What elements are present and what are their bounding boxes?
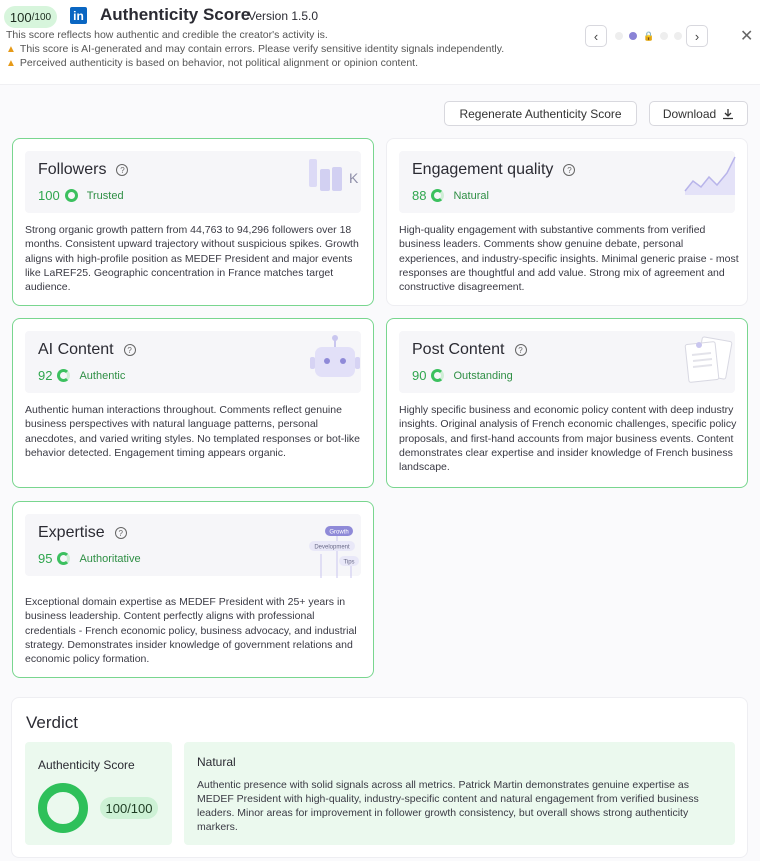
warning-icon: ▲ <box>6 43 16 55</box>
page-title: Authenticity Score <box>100 5 251 24</box>
card-header <box>25 331 361 393</box>
score-donut-icon <box>38 783 88 833</box>
card-title-text: Expertise <box>38 524 105 541</box>
verdict-summary-box <box>184 742 735 845</box>
card-score <box>38 551 141 566</box>
card-title <box>412 341 527 359</box>
download-icon <box>722 108 734 120</box>
verdict-summary-title: Natural <box>197 755 236 769</box>
page-dot-active[interactable] <box>629 32 637 40</box>
score-ring-icon <box>65 189 78 202</box>
page-dot[interactable] <box>674 32 682 40</box>
card-header <box>25 514 361 576</box>
linkedin-icon: in <box>70 7 87 24</box>
tag-growth: Growth <box>329 529 349 536</box>
page-dot[interactable] <box>615 32 623 40</box>
score-ring-icon <box>57 369 70 382</box>
card-title-text: Engagement quality <box>412 161 554 178</box>
card-score <box>412 368 513 383</box>
next-button[interactable] <box>686 25 708 47</box>
regenerate-label: Regenerate Authenticity Score <box>459 106 622 121</box>
score-value: 88 <box>412 188 427 203</box>
download-label: Download <box>662 106 717 121</box>
document-icon <box>683 335 735 385</box>
score-label: Outstanding <box>453 369 513 382</box>
card-title <box>38 161 128 179</box>
card-description: High-quality engagement with substantive comments from verified business leaders. Comments show genuine debate, personal experiences, and industry-specific insights. Minimal generic praise - most responses are thoughtful and add value. Strong mix of agreement and constructive disagreement. <box>399 224 739 294</box>
warning-ai <box>6 43 504 55</box>
lock-icon: 🔒 <box>643 31 655 41</box>
followers-card <box>12 138 374 306</box>
verdict-panel <box>11 697 748 858</box>
warning-text: This score is AI-generated and may contain errors. Please verify sensitive identity signals independently. <box>19 43 505 55</box>
version-label: Version 1.5.0 <box>248 9 319 23</box>
score-label: Natural <box>453 189 489 202</box>
close-icon[interactable]: ✕ <box>740 28 754 45</box>
card-title <box>38 524 127 542</box>
ai-content-card <box>12 318 374 488</box>
help-icon[interactable]: ? <box>124 344 136 356</box>
help-icon[interactable]: ? <box>515 344 527 356</box>
card-description: Authentic human interactions throughout. Comments reflect genuine business perspectives with natural language patterns, personal anecdotes, and varied writing styles. No templated responses or bot-like behavior detected. Engagement timing appears organic. <box>25 404 361 459</box>
regenerate-button[interactable] <box>444 101 637 126</box>
card-title <box>38 341 136 359</box>
illus-letter: K <box>349 170 359 186</box>
warning-perception <box>6 57 418 69</box>
previous-button[interactable] <box>585 25 607 47</box>
page-dot[interactable] <box>660 32 668 40</box>
engagement-card <box>386 138 748 306</box>
card-score <box>38 368 125 383</box>
download-button[interactable] <box>649 101 748 126</box>
help-icon[interactable]: ? <box>115 527 127 539</box>
followers-illustration-icon <box>307 157 361 193</box>
post-content-card <box>386 318 748 488</box>
tag-tips: Tips <box>343 559 355 566</box>
score-ring-icon <box>431 189 444 202</box>
score-label: Authentic <box>79 369 126 382</box>
card-score <box>412 188 489 203</box>
expertise-card <box>12 501 374 678</box>
score-value: 92 <box>38 368 53 383</box>
card-header <box>25 151 361 213</box>
chevron-right-icon: › <box>694 28 700 44</box>
expertise-tags-icon <box>309 524 363 580</box>
chevron-left-icon: ‹ <box>593 28 599 44</box>
score-ring-icon <box>57 552 70 565</box>
card-header <box>399 331 735 393</box>
score-ring-icon <box>431 369 444 382</box>
robot-icon <box>309 335 361 381</box>
subtitle: This score reflects how authentic and credible the creator's activity is. <box>6 29 328 41</box>
score-label: Trusted <box>86 189 124 202</box>
pagination-dots <box>615 32 682 40</box>
card-title-text: AI Content <box>38 341 114 358</box>
warning-text: Perceived authenticity is based on behavior, not political alignment or opinion content. <box>19 57 418 69</box>
verdict-score-value: 100/100 <box>100 797 158 819</box>
card-description: Strong organic growth pattern from 44,763 to 94,296 followers over 18 months. Consistent upward trajectory without suspicious spikes. Growth aligns with high-profile position as MEDEF President and major events like LaREF25. Geographic concentration in France matches target audience. <box>25 224 359 294</box>
warning-icon: ▲ <box>6 57 16 69</box>
card-description: Exceptional domain expertise as MEDEF President with 25+ years in business leadership. Content perfectly aligns with professional credentials - French economic policy, business advocacy, and industrial strategy. Demonstrates insider knowledge of government relations and economic policy formation. <box>25 596 357 666</box>
score-badge-value: 100 <box>9 9 32 25</box>
score-badge <box>4 6 57 28</box>
help-icon[interactable]: ? <box>563 164 575 176</box>
score-value: 100 <box>38 188 60 203</box>
engagement-chart-icon <box>683 155 737 197</box>
verdict-score-box <box>25 742 172 845</box>
card-title-text: Followers <box>38 161 107 178</box>
score-value: 95 <box>38 551 53 566</box>
help-icon[interactable]: ? <box>116 164 128 176</box>
card-score <box>38 188 124 203</box>
verdict-score-label: Authenticity Score <box>38 758 135 772</box>
verdict-title: Verdict <box>26 713 78 732</box>
score-label: Authoritative <box>79 552 141 565</box>
tag-development: Development <box>314 544 350 551</box>
card-description: Highly specific business and economic policy content with deep industry insights. Original analysis of French economic challenges, specific policy proposals, and first-hand accounts from major business events. Content demonstrates clear expertise and insider knowledge of French business landscape. <box>399 404 737 474</box>
score-badge-total: /100 <box>31 11 52 23</box>
score-value: 90 <box>412 368 427 383</box>
header <box>0 0 760 74</box>
card-header <box>399 151 735 213</box>
verdict-summary-text: Authentic presence with solid signals across all metrics. Patrick Martin demonstrates genuine expertise as MEDEF President with high-quality, industry-specific content and natural engagement from verified business leaders. Minor areas for improvement in follower growth consistency, but overall shows strong authenticity markers. <box>197 779 699 833</box>
card-title-text: Post Content <box>412 341 505 358</box>
card-title <box>412 161 575 179</box>
